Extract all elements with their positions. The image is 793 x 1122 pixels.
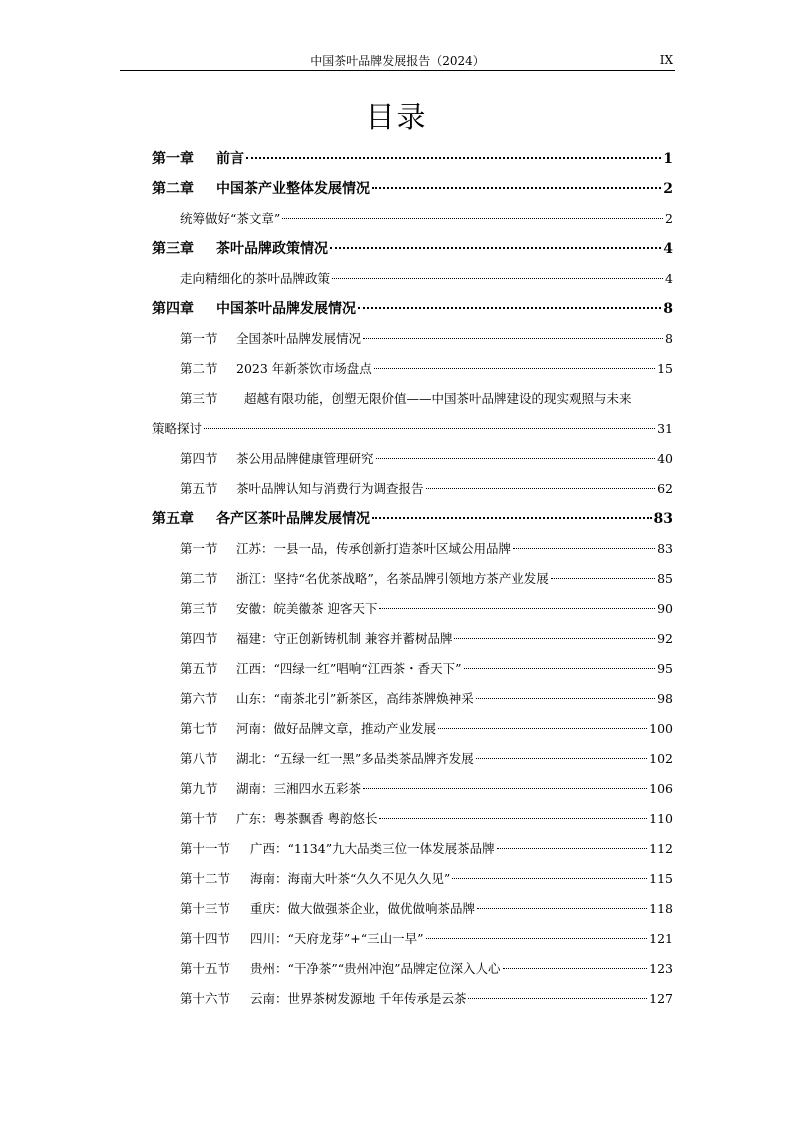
toc-chapter-entry[interactable] xyxy=(152,504,673,534)
toc-entry-page: 118 xyxy=(649,901,673,916)
toc-section-entry[interactable] xyxy=(152,654,673,684)
dot-leader xyxy=(477,908,647,909)
dot-leader xyxy=(438,728,647,729)
table-of-contents xyxy=(152,144,673,1014)
toc-entry-title: 前言 xyxy=(216,151,244,167)
toc-entry-number: 第十节 xyxy=(180,811,218,826)
toc-entry-title: 湖南：三湘四水五彩茶 xyxy=(236,781,362,796)
toc-entry-page: 4 xyxy=(665,271,673,286)
toc-entry-title: 广西：“1134”九大品类三位一体发展茶品牌 xyxy=(250,841,495,856)
dot-leader xyxy=(468,998,647,999)
toc-entry-title: 全国茶叶品牌发展情况 xyxy=(236,331,362,346)
toc-entry-page: 121 xyxy=(649,931,673,946)
toc-entry-page: 90 xyxy=(657,601,673,616)
dot-leader xyxy=(454,638,655,639)
toc-section-entry[interactable] xyxy=(152,324,673,354)
dot-leader xyxy=(376,458,656,459)
toc-section-entry[interactable] xyxy=(152,354,673,384)
toc-entry-number: 第四节 xyxy=(180,451,218,466)
header-page-number: IX xyxy=(659,53,673,67)
toc-entry-number: 第十四节 xyxy=(180,931,231,946)
toc-entry-page: 106 xyxy=(649,781,673,796)
toc-entry-title: 湖北：“五绿一红一黑”多品类茶品牌齐发展 xyxy=(236,751,474,766)
toc-entry-number: 第五节 xyxy=(180,481,218,496)
toc-entry-title: 统筹做好“茶文章” xyxy=(180,211,281,226)
toc-section-entry[interactable] xyxy=(152,834,673,864)
toc-entry-page: 92 xyxy=(657,631,673,646)
toc-section-entry[interactable] xyxy=(152,534,673,564)
toc-section-entry[interactable] xyxy=(152,684,673,714)
toc-section-entry[interactable] xyxy=(152,924,673,954)
dot-leader xyxy=(464,668,656,669)
dot-leader xyxy=(330,247,661,249)
toc-entry-page: 40 xyxy=(657,451,673,466)
toc-entry-title: 山东：“南茶北引”新茶区，高纬茶牌焕神采 xyxy=(236,691,474,706)
dot-leader xyxy=(379,608,655,609)
toc-entry-number: 第三章 xyxy=(152,241,194,257)
toc-entry-page: 62 xyxy=(657,481,673,496)
toc-entry-page: 115 xyxy=(649,871,673,886)
dot-leader xyxy=(503,968,648,969)
dot-leader xyxy=(374,368,655,369)
dot-leader xyxy=(372,517,652,519)
toc-entry-number: 第九节 xyxy=(180,781,218,796)
toc-entry-page: 98 xyxy=(657,691,673,706)
toc-entry-number: 第一节 xyxy=(180,331,218,346)
page-header xyxy=(120,50,675,71)
dot-leader xyxy=(204,428,655,429)
dot-leader xyxy=(426,938,648,939)
toc-entry-title: 安徽：皖美徽茶 迎客天下 xyxy=(236,601,378,616)
toc-section-entry[interactable] xyxy=(152,384,673,414)
toc-entry-page: 102 xyxy=(649,751,673,766)
toc-entry-number: 第十一节 xyxy=(180,841,231,856)
toc-entry-title: 茶叶品牌认知与消费行为调查报告 xyxy=(236,481,424,496)
toc-chapter-entry[interactable] xyxy=(152,174,673,204)
dot-leader xyxy=(358,307,661,309)
toc-entry-number: 第七节 xyxy=(180,721,218,736)
dot-leader xyxy=(513,548,655,549)
toc-entry-page: 8 xyxy=(665,331,673,346)
toc-entry-number: 第二节 xyxy=(180,571,218,586)
toc-entry-title: 中国茶产业整体发展情况 xyxy=(216,181,370,197)
toc-entry-title: 江苏：一县一品，传承创新打造茶叶区域公用品牌 xyxy=(236,541,512,556)
dot-leader xyxy=(363,338,663,339)
toc-entry-number: 第十五节 xyxy=(180,961,231,976)
toc-entry-page: 85 xyxy=(657,571,673,586)
toc-entry-number: 第八节 xyxy=(180,751,218,766)
toc-entry-number: 第三节 xyxy=(180,391,218,406)
toc-entry-title: 2023 年新茶饮市场盘点 xyxy=(236,361,372,376)
toc-section-entry[interactable] xyxy=(152,954,673,984)
toc-entry-page: 83 xyxy=(653,511,673,527)
toc-entry-title: 海南：海南大叶茶“久久不见久久见” xyxy=(250,871,451,886)
toc-section-entry[interactable] xyxy=(152,804,673,834)
toc-entry-number: 第五节 xyxy=(180,661,218,676)
toc-entry-number: 第四章 xyxy=(152,301,194,317)
toc-entry-page: 123 xyxy=(649,961,673,976)
toc-entry-page: 31 xyxy=(657,421,673,436)
header-title: 中国茶叶品牌发展报告（2024） xyxy=(310,54,485,68)
toc-entry-number: 第三节 xyxy=(180,601,218,616)
toc-section-entry[interactable] xyxy=(152,444,673,474)
toc-entry-number: 第十二节 xyxy=(180,871,231,886)
toc-entry-number: 第五章 xyxy=(152,511,194,527)
toc-section-entry[interactable] xyxy=(152,774,673,804)
toc-entry-number: 第一节 xyxy=(180,541,218,556)
toc-section-entry[interactable] xyxy=(152,864,673,894)
toc-entry-number: 第六节 xyxy=(180,691,218,706)
dot-leader xyxy=(363,788,647,789)
toc-entry-title: 四川：“天府龙芽”+“三山一早” xyxy=(250,931,424,946)
toc-entry-number: 第二章 xyxy=(152,181,194,197)
toc-entry-title: 江西：“四绿一红”唱响“江西茶・香天下” xyxy=(236,661,462,676)
toc-entry-page: 127 xyxy=(649,991,673,1006)
toc-section-entry[interactable] xyxy=(152,414,673,444)
toc-section-entry[interactable] xyxy=(152,564,673,594)
toc-chapter-entry[interactable] xyxy=(152,144,673,174)
toc-entry-number: 第二节 xyxy=(180,361,218,376)
dot-leader xyxy=(282,218,663,219)
toc-section-entry[interactable] xyxy=(152,264,673,294)
toc-section-entry[interactable] xyxy=(152,594,673,624)
toc-section-entry[interactable] xyxy=(152,204,673,234)
toc-entry-title: 策略探讨 xyxy=(152,421,203,436)
toc-title: 目录 xyxy=(365,100,428,134)
toc-entry-number: 第十六节 xyxy=(180,991,231,1006)
toc-entry-page: 1 xyxy=(663,151,673,167)
dot-leader xyxy=(476,758,647,759)
toc-entry-title: 走向精细化的茶叶品牌政策 xyxy=(180,271,331,286)
toc-entry-page: 4 xyxy=(663,241,673,257)
dot-leader xyxy=(372,187,661,189)
toc-entry-title: 广东：粤茶飘香 粤韵悠长 xyxy=(236,811,378,826)
toc-entry-page: 112 xyxy=(649,841,673,856)
toc-entry-number: 第四节 xyxy=(180,631,218,646)
toc-entry-number: 第一章 xyxy=(152,151,194,167)
toc-entry-page: 8 xyxy=(663,301,673,317)
toc-entry-title: 福建：守正创新铸机制 兼容并蓄树品牌 xyxy=(236,631,453,646)
toc-chapter-entry[interactable] xyxy=(152,294,673,324)
toc-entry-page: 100 xyxy=(649,721,673,736)
toc-entry-title: 超越有限功能，创塑无限价值——中国茶叶品牌建设的现实观照与未来 xyxy=(244,391,632,406)
toc-entry-page: 2 xyxy=(663,181,673,197)
toc-entry-title: 重庆：做大做强茶企业，做优做响茶品牌 xyxy=(250,901,476,916)
toc-entry-title: 贵州：“干净茶”“贵州冲泡”品牌定位深入人心 xyxy=(250,961,501,976)
toc-section-entry[interactable] xyxy=(152,474,673,504)
toc-entry-page: 83 xyxy=(657,541,673,556)
toc-entry-title: 浙江：坚持“名优茶战略”，名茶品牌引领地方茶产业发展 xyxy=(236,571,549,586)
dot-leader xyxy=(246,157,661,159)
toc-entry-title: 茶叶品牌政策情况 xyxy=(216,241,328,257)
toc-section-entry[interactable] xyxy=(152,984,673,1014)
toc-entry-page: 2 xyxy=(665,211,673,226)
dot-leader xyxy=(426,488,656,489)
toc-entry-title: 河南：做好品牌文章，推动产业发展 xyxy=(236,721,437,736)
toc-entry-title: 云南：世界茶树发源地 千年传承是云茶 xyxy=(250,991,467,1006)
toc-section-entry[interactable] xyxy=(152,744,673,774)
toc-entry-title: 中国茶叶品牌发展情况 xyxy=(216,301,356,317)
toc-section-entry[interactable] xyxy=(152,714,673,744)
toc-entry-page: 110 xyxy=(649,811,673,826)
dot-leader xyxy=(332,278,663,279)
dot-leader xyxy=(452,878,647,879)
toc-section-entry[interactable] xyxy=(152,894,673,924)
toc-entry-title: 茶公用品牌健康管理研究 xyxy=(236,451,374,466)
dot-leader xyxy=(551,578,655,579)
dot-leader xyxy=(379,818,647,819)
toc-entry-number: 第十三节 xyxy=(180,901,231,916)
dot-leader xyxy=(476,698,655,699)
toc-section-entry[interactable] xyxy=(152,624,673,654)
dot-leader xyxy=(497,848,648,849)
toc-entry-title: 各产区茶叶品牌发展情况 xyxy=(216,511,370,527)
toc-entry-page: 15 xyxy=(657,361,673,376)
toc-entry-page: 95 xyxy=(657,661,673,676)
toc-chapter-entry[interactable] xyxy=(152,234,673,264)
